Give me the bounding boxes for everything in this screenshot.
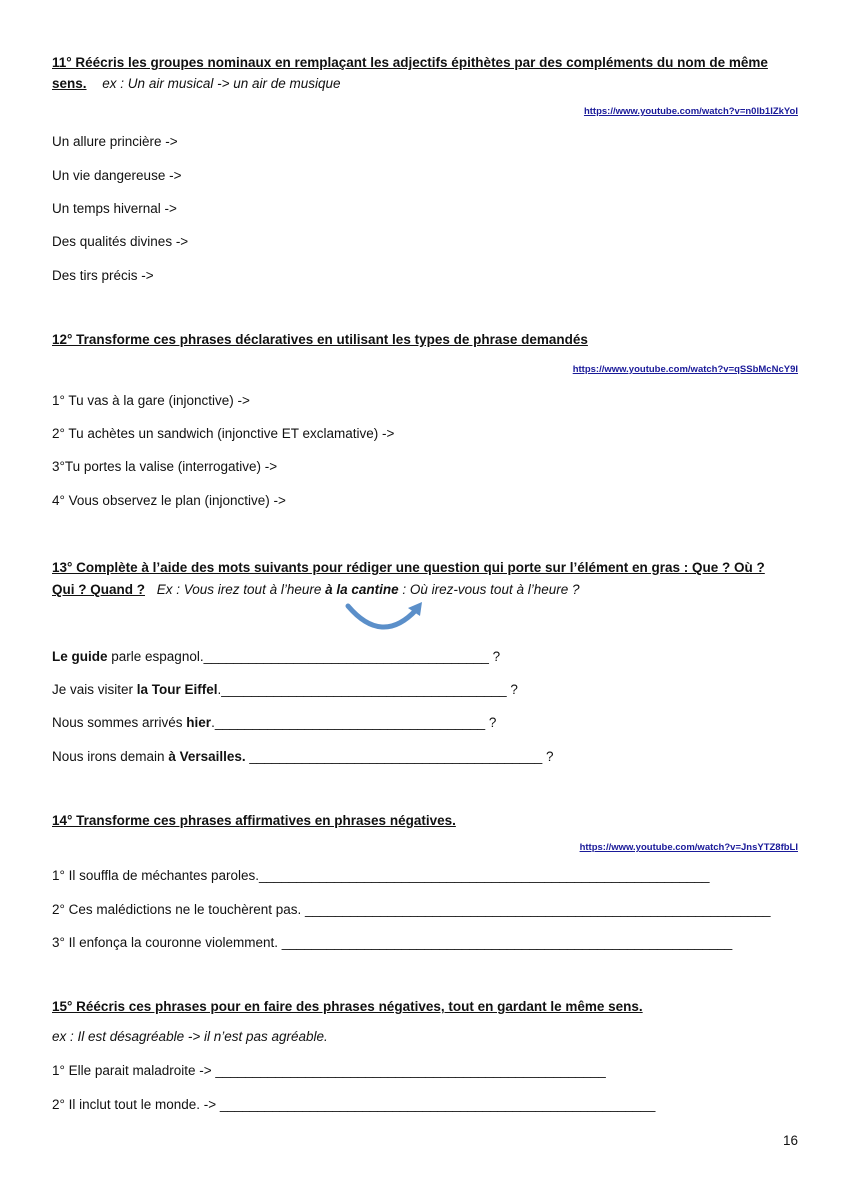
ex15-item: 2° Il inclut tout le monde. -> __________________________________________________________ [52, 1097, 656, 1112]
ex12-item: 4° Vous observez le plan (injonctive) -> [52, 493, 286, 508]
ex13-item [52, 648, 500, 666]
ex13-item [52, 681, 518, 699]
ex13-title-line2-row [52, 581, 580, 599]
ex13-item-pre: Nous irons demain [52, 749, 169, 764]
ex11-example: ex : Un air musical -> un air de musique [102, 76, 341, 91]
ex11-item: Des tirs précis -> [52, 268, 154, 283]
ex13-item-post: .______________________________________ ? [217, 682, 518, 697]
ex13-item-pre: Nous sommes arrivés [52, 715, 187, 730]
ex14-item: 1° Il souffla de méchantes paroles.____________________________________________________________ [52, 868, 710, 883]
ex13-example-bold: à la cantine [325, 582, 399, 597]
ex13-example-pre: Ex : Vous irez tout à l’heure [156, 582, 326, 597]
ex13-item-pre: Je vais visiter [52, 682, 137, 697]
ex13-example [157, 582, 580, 597]
ex11-item: Des qualités divines -> [52, 234, 189, 249]
ex11-video-link[interactable]: https://www.youtube.com/watch?v=n0lb1IZkYoI [583, 106, 798, 117]
ex13-item-bold: à Versailles. [168, 749, 246, 764]
ex11-item: Un allure princière -> [52, 134, 178, 149]
ex15-example: ex : Il est désagréable -> il n’est pas agréable. [52, 1029, 328, 1044]
ex13-item-post: parle espagnol.______________________________________ ? [107, 649, 501, 664]
ex13-item-post: .____________________________________ ? [211, 715, 497, 730]
ex13-item-bold: Le guide [52, 649, 108, 664]
ex11-title-line2: sens. [52, 76, 87, 91]
ex11-title-line2-row [52, 75, 341, 93]
ex13-item-bold: la Tour Eiffel [136, 682, 218, 697]
ex14-video-link[interactable]: https://www.youtube.com/watch?v=JnsYTZ8fbLI [579, 842, 798, 853]
ex13-item [52, 748, 553, 766]
ex11-item: Un temps hivernal -> [52, 201, 177, 216]
ex13-item-bold: hier [186, 715, 212, 730]
ex12-item: 2° Tu achètes un sandwich (injonctive ET exclamative) -> [52, 426, 395, 441]
ex12-item: 1° Tu vas à la gare (injonctive) -> [52, 393, 250, 408]
ex13-title-line2: Qui ? Quand ? [52, 582, 145, 597]
ex12-video-link[interactable]: https://www.youtube.com/watch?v=qSSbMcNcY9I [572, 364, 798, 375]
ex15-title: 15° Réécris ces phrases pour en faire des phrases négatives, tout en gardant le même sens. [52, 999, 643, 1014]
page-number: 16 [782, 1133, 798, 1148]
ex13-example-post: : Où irez-vous tout à l’heure ? [398, 582, 580, 597]
ex14-item: 3° Il enfonça la couronne violemment. ____________________________________________________________ [52, 935, 733, 950]
ex15-item: 1° Elle parait maladroite -> ____________________________________________________ [52, 1063, 606, 1078]
ex12-title: 12° Transforme ces phrases déclaratives en utilisant les types de phrase demandés [52, 332, 588, 347]
ex13-item-post: _______________________________________ ? [245, 749, 554, 764]
ex11-title-line1: 11° Réécris les groupes nominaux en remplaçant les adjectifs épithètes par des compléments du nom de même [52, 55, 768, 70]
ex12-item: 3°Tu portes la valise (interrogative) -> [52, 459, 278, 474]
ex13-title-line1: 13° Complète à l’aide des mots suivants pour rédiger une question qui porte sur l’élément en gras : Que ? Où ? [52, 560, 765, 575]
ex13-item [52, 714, 496, 732]
ex11-item: Un vie dangereuse -> [52, 168, 182, 183]
curved-arrow-icon [344, 600, 428, 634]
ex14-item: 2° Ces malédictions ne le touchèrent pas. ______________________________________________________________ [52, 902, 771, 917]
ex14-title: 14° Transforme ces phrases affirmatives en phrases négatives. [52, 813, 456, 828]
